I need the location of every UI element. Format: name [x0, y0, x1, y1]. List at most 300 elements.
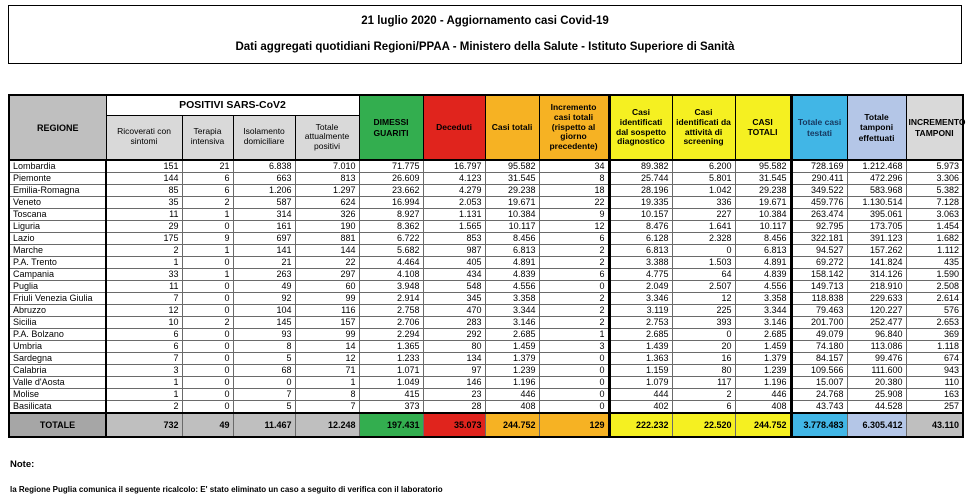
value-cell: 1.131	[423, 209, 485, 221]
value-cell: 1.297	[295, 185, 359, 197]
table-row	[9, 173, 963, 185]
value-cell: 1.118	[906, 341, 963, 353]
value-cell: 43.743	[791, 401, 847, 414]
header-casi-totali: Casi totali	[485, 95, 539, 160]
value-cell: 3.119	[609, 305, 672, 317]
region-cell: P.A. Trento	[9, 257, 106, 269]
value-cell: 0	[539, 401, 609, 414]
value-cell: 4.123	[423, 173, 485, 185]
value-cell: 12.248	[295, 413, 359, 437]
header-totale-attualmente-positivi: Totale attualmente positivi	[295, 115, 359, 160]
value-cell: 10.384	[485, 209, 539, 221]
value-cell: 0	[539, 377, 609, 389]
value-cell: 8.456	[485, 233, 539, 245]
table-row	[9, 389, 963, 401]
value-cell: 23.662	[359, 185, 423, 197]
value-cell: 9	[539, 209, 609, 221]
value-cell: 434	[423, 269, 485, 281]
value-cell: 22.520	[672, 413, 735, 437]
value-cell: 29.238	[735, 185, 791, 197]
value-cell: 8	[539, 173, 609, 185]
value-cell: 35.073	[423, 413, 485, 437]
value-cell: 3.306	[906, 173, 963, 185]
value-cell: 157.262	[847, 245, 906, 257]
value-cell: 10.384	[735, 209, 791, 221]
value-cell: 111.600	[847, 365, 906, 377]
region-cell: Sicilia	[9, 317, 106, 329]
header-casi-sospetto-diagnostico: Casi identificati dal sospetto diagnostico	[609, 95, 672, 160]
value-cell: 3.778.483	[791, 413, 847, 437]
value-cell: 24.768	[791, 389, 847, 401]
value-cell: 5.973	[906, 160, 963, 173]
value-cell: 12	[672, 293, 735, 305]
value-cell: 96.840	[847, 329, 906, 341]
value-cell: 583.968	[847, 185, 906, 197]
value-cell: 4.891	[735, 257, 791, 269]
value-cell: 1.071	[359, 365, 423, 377]
value-cell: 93	[233, 329, 295, 341]
region-cell: Friuli Venezia Giulia	[9, 293, 106, 305]
total-row	[9, 413, 963, 437]
value-cell: 2	[182, 317, 233, 329]
value-cell: 405	[423, 257, 485, 269]
value-cell: 576	[906, 305, 963, 317]
region-cell: Molise	[9, 389, 106, 401]
region-cell: Valle d'Aosta	[9, 377, 106, 389]
value-cell: 11	[106, 209, 182, 221]
value-cell: 1.196	[485, 377, 539, 389]
value-cell: 15.007	[791, 377, 847, 389]
value-cell: 435	[906, 257, 963, 269]
value-cell: 8.476	[609, 221, 672, 233]
value-cell: 2	[182, 197, 233, 209]
value-cell: 8	[295, 389, 359, 401]
value-cell: 3	[539, 341, 609, 353]
value-cell: 349.522	[791, 185, 847, 197]
value-cell: 141	[233, 245, 295, 257]
region-cell: Puglia	[9, 281, 106, 293]
value-cell: 1	[182, 209, 233, 221]
region-cell: Calabria	[9, 365, 106, 377]
value-cell: 369	[906, 329, 963, 341]
value-cell: 218.910	[847, 281, 906, 293]
region-cell: P.A. Bolzano	[9, 329, 106, 341]
region-cell: Marche	[9, 245, 106, 257]
value-cell: 4.556	[735, 281, 791, 293]
value-cell: 5	[233, 353, 295, 365]
value-cell: 1.439	[609, 341, 672, 353]
value-cell: 326	[295, 209, 359, 221]
header-dimessi-guariti: DIMESSI GUARITI	[359, 95, 423, 160]
region-cell: Abruzzo	[9, 305, 106, 317]
value-cell: 117	[672, 377, 735, 389]
value-cell: 2.614	[906, 293, 963, 305]
region-cell: Lazio	[9, 233, 106, 245]
value-cell: 393	[672, 317, 735, 329]
table-row	[9, 317, 963, 329]
value-cell: 92.795	[791, 221, 847, 233]
value-cell: 1.590	[906, 269, 963, 281]
value-cell: 3.063	[906, 209, 963, 221]
value-cell: 3.344	[485, 305, 539, 317]
region-cell: Piemonte	[9, 173, 106, 185]
value-cell: 29.238	[485, 185, 539, 197]
value-cell: 158.142	[791, 269, 847, 281]
value-cell: 1.363	[609, 353, 672, 365]
value-cell: 0	[233, 377, 295, 389]
value-cell: 1.239	[485, 365, 539, 377]
value-cell: 0	[539, 353, 609, 365]
value-cell: 0	[539, 389, 609, 401]
table-row	[9, 329, 963, 341]
value-cell: 2	[106, 245, 182, 257]
value-cell: 7	[106, 353, 182, 365]
header-incremento-tamponi: INCREMENTO TAMPONI	[906, 95, 963, 160]
value-cell: 6	[539, 269, 609, 281]
value-cell: 1.239	[735, 365, 791, 377]
value-cell: 129	[539, 413, 609, 437]
value-cell: 881	[295, 233, 359, 245]
value-cell: 446	[735, 389, 791, 401]
value-cell: 1.049	[359, 377, 423, 389]
value-cell: 314	[233, 209, 295, 221]
value-cell: 144	[295, 245, 359, 257]
value-cell: 197.431	[359, 413, 423, 437]
value-cell: 1.196	[735, 377, 791, 389]
value-cell: 6	[672, 401, 735, 414]
value-cell: 4.279	[423, 185, 485, 197]
value-cell: 3.358	[485, 293, 539, 305]
value-cell: 8.456	[735, 233, 791, 245]
value-cell: 2.508	[906, 281, 963, 293]
value-cell: 674	[906, 353, 963, 365]
value-cell: 1.079	[609, 377, 672, 389]
value-cell: 19.671	[735, 197, 791, 209]
value-cell: 3.146	[485, 317, 539, 329]
header-totale-casi-testati: Totale casi testati	[791, 95, 847, 160]
report-title-box	[8, 5, 962, 64]
value-cell: 1.159	[609, 365, 672, 377]
value-cell: 3.388	[609, 257, 672, 269]
header-terapia-intensiva: Terapia intensiva	[182, 115, 233, 160]
value-cell: 25.908	[847, 389, 906, 401]
value-cell: 6	[182, 173, 233, 185]
value-cell: 6	[106, 329, 182, 341]
value-cell: 2.328	[672, 233, 735, 245]
value-cell: 1.454	[906, 221, 963, 233]
value-cell: 548	[423, 281, 485, 293]
value-cell: 6.813	[609, 245, 672, 257]
value-cell: 104	[233, 305, 295, 317]
value-cell: 263.474	[791, 209, 847, 221]
value-cell: 732	[106, 413, 182, 437]
value-cell: 144	[106, 173, 182, 185]
table-row	[9, 221, 963, 233]
value-cell: 4.839	[735, 269, 791, 281]
value-cell: 2.653	[906, 317, 963, 329]
value-cell: 459.776	[791, 197, 847, 209]
value-cell: 470	[423, 305, 485, 317]
header-casi-totali-2: CASI TOTALI	[735, 95, 791, 160]
value-cell: 68	[233, 365, 295, 377]
value-cell: 1	[182, 245, 233, 257]
value-cell: 2.753	[609, 317, 672, 329]
value-cell: 110	[906, 377, 963, 389]
value-cell: 1.503	[672, 257, 735, 269]
value-cell: 222.232	[609, 413, 672, 437]
value-cell: 6.305.412	[847, 413, 906, 437]
value-cell: 95.582	[485, 160, 539, 173]
value-cell: 472.296	[847, 173, 906, 185]
value-cell: 1.459	[485, 341, 539, 353]
value-cell: 444	[609, 389, 672, 401]
value-cell: 987	[423, 245, 485, 257]
value-cell: 0	[182, 305, 233, 317]
value-cell: 1.682	[906, 233, 963, 245]
value-cell: 173.705	[847, 221, 906, 233]
value-cell: 7	[106, 293, 182, 305]
value-cell: 1	[106, 257, 182, 269]
value-cell: 146	[423, 377, 485, 389]
value-cell: 2	[539, 317, 609, 329]
value-cell: 80	[423, 341, 485, 353]
value-cell: 697	[233, 233, 295, 245]
value-cell: 4.891	[485, 257, 539, 269]
value-cell: 0	[182, 365, 233, 377]
value-cell: 2	[539, 245, 609, 257]
region-cell: Lombardia	[9, 160, 106, 173]
header-positivi-group: POSITIVI SARS-CoV2	[106, 95, 359, 115]
value-cell: 5	[233, 401, 295, 414]
value-cell: 0	[182, 389, 233, 401]
value-cell: 10.157	[609, 209, 672, 221]
value-cell: 0	[539, 281, 609, 293]
value-cell: 2	[539, 257, 609, 269]
header-deceduti: Deceduti	[423, 95, 485, 160]
value-cell: 6.813	[735, 245, 791, 257]
table-row	[9, 245, 963, 257]
value-cell: 1.206	[233, 185, 295, 197]
value-cell: 2	[672, 389, 735, 401]
value-cell: 22	[539, 197, 609, 209]
value-cell: 14	[295, 341, 359, 353]
value-cell: 1.379	[735, 353, 791, 365]
value-cell: 157	[295, 317, 359, 329]
value-cell: 99	[295, 329, 359, 341]
value-cell: 26.609	[359, 173, 423, 185]
value-cell: 4.108	[359, 269, 423, 281]
value-cell: 0	[182, 293, 233, 305]
value-cell: 79.463	[791, 305, 847, 317]
value-cell: 0	[539, 365, 609, 377]
value-cell: 9	[182, 233, 233, 245]
value-cell: 49.079	[791, 329, 847, 341]
table-row	[9, 353, 963, 365]
value-cell: 16.994	[359, 197, 423, 209]
header-ricoverati-con-sintomi: Ricoverati con sintomi	[106, 115, 182, 160]
value-cell: 6.200	[672, 160, 735, 173]
value-cell: 6	[106, 341, 182, 353]
table-row	[9, 281, 963, 293]
value-cell: 12	[295, 353, 359, 365]
value-cell: 60	[295, 281, 359, 293]
value-cell: 2.758	[359, 305, 423, 317]
value-cell: 0	[182, 281, 233, 293]
value-cell: 97	[423, 365, 485, 377]
value-cell: 21	[182, 160, 233, 173]
value-cell: 1.212.468	[847, 160, 906, 173]
region-cell: Campania	[9, 269, 106, 281]
value-cell: 28	[423, 401, 485, 414]
value-cell: 0	[182, 377, 233, 389]
header-incremento-casi-totali: Incremento casi totali (rispetto al giorno precedente)	[539, 95, 609, 160]
value-cell: 1.459	[735, 341, 791, 353]
header-totale-tamponi: Totale tamponi effettuati	[847, 95, 906, 160]
value-cell: 20.380	[847, 377, 906, 389]
value-cell: 4.464	[359, 257, 423, 269]
value-cell: 391.123	[847, 233, 906, 245]
value-cell: 0	[182, 329, 233, 341]
value-cell: 118.838	[791, 293, 847, 305]
covid-daily-report	[0, 5, 970, 494]
value-cell: 95.582	[735, 160, 791, 173]
value-cell: 109.566	[791, 365, 847, 377]
table-row	[9, 233, 963, 245]
value-cell: 175	[106, 233, 182, 245]
value-cell: 7.010	[295, 160, 359, 173]
value-cell: 1	[182, 269, 233, 281]
table-row	[9, 185, 963, 197]
value-cell: 402	[609, 401, 672, 414]
value-cell: 0	[182, 353, 233, 365]
value-cell: 4.839	[485, 269, 539, 281]
value-cell: 5.382	[906, 185, 963, 197]
value-cell: 201.700	[791, 317, 847, 329]
value-cell: 7.128	[906, 197, 963, 209]
value-cell: 11	[106, 281, 182, 293]
value-cell: 16	[672, 353, 735, 365]
value-cell: 1.379	[485, 353, 539, 365]
value-cell: 408	[735, 401, 791, 414]
value-cell: 853	[423, 233, 485, 245]
value-cell: 8.927	[359, 209, 423, 221]
value-cell: 322.181	[791, 233, 847, 245]
value-cell: 4.556	[485, 281, 539, 293]
value-cell: 31.545	[485, 173, 539, 185]
value-cell: 3.948	[359, 281, 423, 293]
value-cell: 113.086	[847, 341, 906, 353]
value-cell: 6.722	[359, 233, 423, 245]
value-cell: 12	[106, 305, 182, 317]
value-cell: 0	[182, 221, 233, 233]
value-cell: 35	[106, 197, 182, 209]
value-cell: 0	[182, 341, 233, 353]
notes-body: la Regione Puglia comunica il seguente ricalcolo: E' stato eliminato un caso a seguito di verifica con il laboratorio	[10, 485, 443, 494]
value-cell: 1.042	[672, 185, 735, 197]
value-cell: 3.358	[735, 293, 791, 305]
value-cell: 336	[672, 197, 735, 209]
report-subtitle: Dati aggregati quotidiani Regioni/PPAA - Ministero della Salute - Istituto Superiore di Sanità	[235, 41, 735, 53]
covid-data-table	[8, 94, 964, 438]
value-cell: 227	[672, 209, 735, 221]
notes-section	[10, 459, 962, 494]
table-row	[9, 293, 963, 305]
region-cell: Veneto	[9, 197, 106, 209]
value-cell: 151	[106, 160, 182, 173]
table-row	[9, 269, 963, 281]
value-cell: 6.838	[233, 160, 295, 173]
value-cell: 2.706	[359, 317, 423, 329]
value-cell: 163	[906, 389, 963, 401]
region-cell: Emilia-Romagna	[9, 185, 106, 197]
value-cell: 290.411	[791, 173, 847, 185]
value-cell: 11.467	[233, 413, 295, 437]
value-cell: 71	[295, 365, 359, 377]
value-cell: 145	[233, 317, 295, 329]
value-cell: 85	[106, 185, 182, 197]
value-cell: 244.752	[735, 413, 791, 437]
table-row	[9, 305, 963, 317]
value-cell: 446	[485, 389, 539, 401]
value-cell: 813	[295, 173, 359, 185]
value-cell: 728.169	[791, 160, 847, 173]
value-cell: 23	[423, 389, 485, 401]
region-cell: Umbria	[9, 341, 106, 353]
value-cell: 10.117	[735, 221, 791, 233]
value-cell: 99	[295, 293, 359, 305]
value-cell: 21	[233, 257, 295, 269]
table-row	[9, 209, 963, 221]
total-label-cell: TOTALE	[9, 413, 106, 437]
value-cell: 1.365	[359, 341, 423, 353]
value-cell: 1	[106, 377, 182, 389]
value-cell: 3.344	[735, 305, 791, 317]
value-cell: 1.641	[672, 221, 735, 233]
value-cell: 64	[672, 269, 735, 281]
value-cell: 1.565	[423, 221, 485, 233]
value-cell: 6	[182, 185, 233, 197]
value-cell: 1.112	[906, 245, 963, 257]
value-cell: 190	[295, 221, 359, 233]
value-cell: 415	[359, 389, 423, 401]
value-cell: 1.233	[359, 353, 423, 365]
value-cell: 345	[423, 293, 485, 305]
value-cell: 29	[106, 221, 182, 233]
table-row	[9, 341, 963, 353]
value-cell: 120.227	[847, 305, 906, 317]
value-cell: 161	[233, 221, 295, 233]
value-cell: 624	[295, 197, 359, 209]
value-cell: 395.061	[847, 209, 906, 221]
value-cell: 99.476	[847, 353, 906, 365]
value-cell: 25.744	[609, 173, 672, 185]
value-cell: 6	[539, 233, 609, 245]
value-cell: 257	[906, 401, 963, 414]
value-cell: 252.477	[847, 317, 906, 329]
value-cell: 1	[295, 377, 359, 389]
value-cell: 408	[485, 401, 539, 414]
value-cell: 71.775	[359, 160, 423, 173]
value-cell: 263	[233, 269, 295, 281]
region-cell: Sardegna	[9, 353, 106, 365]
header-isolamento-domiciliare: Isolamento domiciliare	[233, 115, 295, 160]
table-row	[9, 160, 963, 173]
value-cell: 34	[539, 160, 609, 173]
value-cell: 92	[233, 293, 295, 305]
value-cell: 0	[672, 329, 735, 341]
value-cell: 16.797	[423, 160, 485, 173]
value-cell: 8.362	[359, 221, 423, 233]
